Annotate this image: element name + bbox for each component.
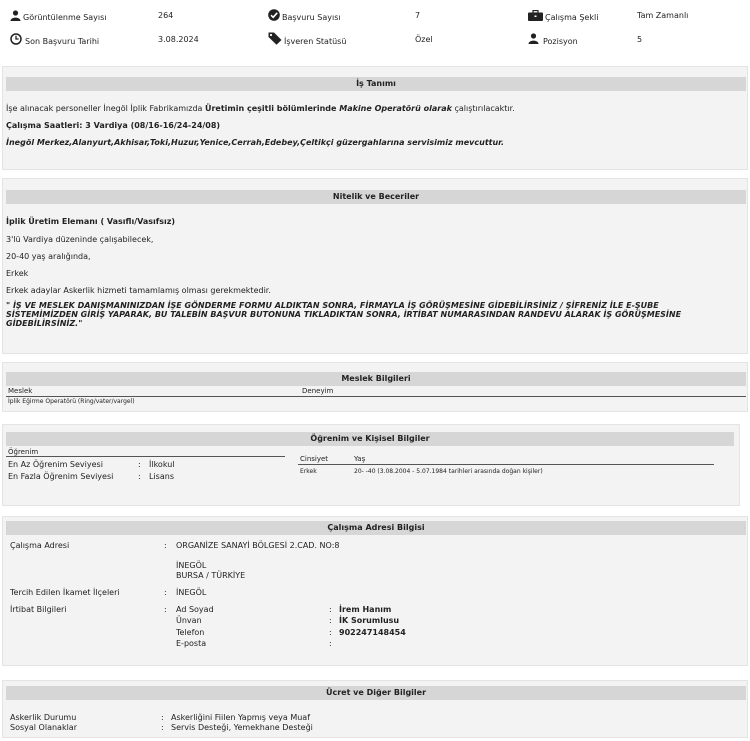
separator: : — [164, 541, 167, 550]
separator: : — [164, 605, 167, 614]
person-icon — [528, 33, 539, 44]
social-label: Sosyal Olanaklar — [10, 723, 77, 732]
profession-title: Meslek Bilgileri — [6, 372, 746, 386]
job-description-line1: İşe alınacak personeller İnegöl İplik Fabrikamızda Üretimin çeşitli bölümlerinde Makine Operatörü olarak çalıştırılacaktır. — [6, 104, 515, 113]
education-column-header: Öğrenim — [8, 448, 39, 456]
address-label: Çalışma Adresi — [10, 541, 70, 550]
views-value: 264 — [158, 11, 174, 20]
contact-phone-label: Telefon — [176, 628, 205, 637]
person-icon — [10, 10, 21, 21]
application-note: " İŞ VE MESLEK DANIŞMANINIZDAN İŞE GÖNDERME FORMU ALDIKTAN SONRA, FİRMAYLA İŞ GÖRÜŞMESİNE GİDEBİLİRSİNİZ / ŞİFRENİZ İLE E-ŞUBE — [6, 301, 659, 310]
tag-icon — [268, 32, 282, 45]
gender-value: Erkek — [300, 468, 317, 475]
service-routes: İnegöl Merkez,Alanyurt,Akhisar,Toki,Huzur,Yenice,Cerrah,Edebey,Çeltikçi güzergahlarına servisimiz mevcuttur. — [6, 138, 505, 147]
profession-table-rule — [6, 396, 746, 397]
qualifications-title: Nitelik ve Beceriler — [6, 190, 746, 204]
qualification-line: İplik Üretim Elemanı ( Vasıflı/Vasıfsız) — [6, 217, 176, 226]
qualification-line: 3'lü Vardiya düzeninde çalışabilecek, — [6, 235, 154, 244]
working-hours: Çalışma Saatleri: 3 Vardiya (08/16-16/24-24/08) — [6, 121, 221, 130]
separator: : — [329, 616, 332, 625]
contact-name-value: İrem Hanım — [339, 605, 392, 614]
position-label: Pozisyon — [543, 37, 578, 46]
applications-value: 7 — [415, 11, 421, 20]
separator: : — [161, 713, 164, 722]
age-column-header: Yaş — [354, 455, 366, 463]
contact-phone-value: 902247148454 — [339, 628, 406, 637]
district-label: Tercih Edilen İkamet İlçeleri — [10, 588, 120, 597]
address-line: BURSA / TÜRKİYE — [176, 571, 246, 580]
qualification-line: 20-40 yaş aralığında, — [6, 252, 91, 261]
min-education-label: En Az Öğrenim Seviyesi — [8, 460, 103, 469]
qualifications-section — [2, 178, 748, 354]
separator: : — [164, 588, 167, 597]
address-line: ORGANİZE SANAYİ BÖLGESİ 2.CAD. NO:8 — [176, 541, 340, 550]
briefcase-icon — [528, 10, 543, 21]
work-type-value: Tam Zamanlı — [637, 11, 689, 20]
separator: : — [329, 605, 332, 614]
work-type-label: Çalışma Şekli — [545, 13, 599, 22]
deadline-value: 3.08.2024 — [158, 35, 199, 44]
position-value: 5 — [637, 35, 643, 44]
district-value: İNEGÖL — [176, 588, 207, 597]
military-value: Askerliğini Fiilen Yapmış veya Muaf — [171, 713, 311, 722]
education-table-rule — [6, 456, 285, 457]
separator: : — [161, 723, 164, 732]
experience-column-header: Deneyim — [302, 387, 334, 395]
application-note: SİSTEMİMİZDEN GİRİŞ YAPARAK, BU TALEBİN BAŞVUR BUTONUNA TIKLADIKTAN SONRA, İRTİBAT NUMARASINDAN RANDEVU ALARAK İŞ GÖRÜŞMESİNE — [6, 310, 682, 319]
job-description-title: İş Tanımı — [6, 77, 746, 91]
personal-table-rule — [298, 464, 714, 465]
employer-status-label: İşveren Statüsü — [284, 37, 347, 46]
separator: : — [329, 628, 332, 637]
address-line: İNEGÖL — [176, 561, 207, 570]
applications-label: Başvuru Sayısı — [282, 13, 341, 22]
qualification-line: Erkek — [6, 269, 29, 278]
age-value: 20- -40 (3.08.2004 - 5.07.1984 tarihleri arasında doğan kişiler) — [354, 468, 543, 475]
contact-title-label: Ünvan — [176, 616, 202, 625]
contact-label: İrtibat Bilgileri — [10, 605, 67, 614]
other-info-title: Ücret ve Diğer Bilgiler — [6, 686, 746, 700]
max-education-value: Lisans — [149, 472, 174, 481]
employer-status-value: Özel — [415, 35, 433, 44]
military-label: Askerlik Durumu — [10, 713, 77, 722]
separator: : — [138, 472, 141, 481]
separator: : — [138, 460, 141, 469]
profession-row: İplik Eğirme Operatörü (Ring/vater/vargel) — [8, 398, 135, 405]
check-circle-icon — [268, 9, 280, 21]
work-address-title: Çalışma Adresi Bilgisi — [6, 521, 746, 535]
separator: : — [329, 639, 332, 648]
contact-email-label: E-posta — [176, 639, 207, 648]
views-label: Görüntülenme Sayısı — [23, 13, 107, 22]
social-value: Servis Desteği, Yemekhane Desteği — [171, 723, 313, 732]
qualification-line: Erkek adaylar Askerlik hizmeti tamamlamış olması gerekmektedir. — [6, 286, 271, 295]
profession-column-header: Meslek — [8, 387, 33, 395]
gender-column-header: Cinsiyet — [300, 455, 329, 463]
education-title: Öğrenim ve Kişisel Bilgiler — [6, 432, 734, 446]
application-note: GİDEBİLİRSİNİZ." — [6, 319, 83, 328]
contact-name-label: Ad Soyad — [176, 605, 214, 614]
contact-title-value: İK Sorumlusu — [339, 616, 400, 625]
max-education-label: En Fazla Öğrenim Seviyesi — [8, 472, 114, 481]
deadline-label: Son Başvuru Tarihi — [25, 37, 100, 46]
min-education-value: İlkokul — [149, 460, 175, 469]
clock-icon — [10, 33, 22, 45]
